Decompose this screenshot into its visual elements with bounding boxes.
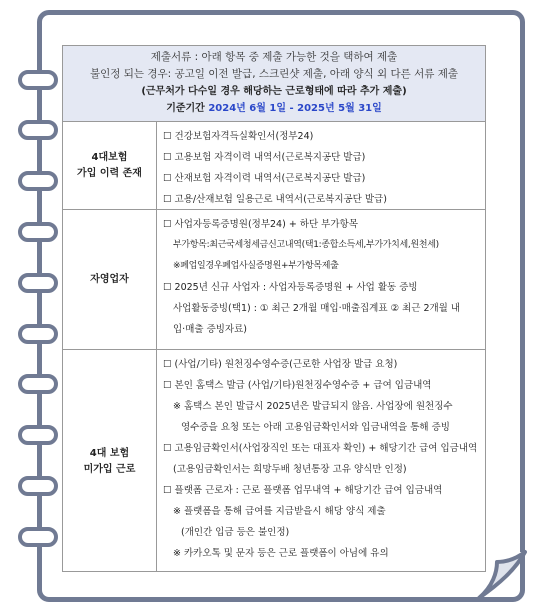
section-label [63, 350, 157, 572]
checkbox-item[interactable]: ☐ 산재보험 자격이력 내역서(근로복지공단 발급) [163, 173, 366, 184]
binder-ring-icon [18, 222, 58, 242]
document-table [62, 45, 486, 572]
binder-ring-icon [18, 171, 58, 191]
checkbox-item[interactable]: ☐ 건강보험자격득실확인서(정부24) [163, 131, 314, 142]
document-list [157, 210, 485, 349]
section-label-line: 미가입 근로 [83, 463, 136, 475]
section-uninsured-work [63, 350, 485, 572]
item-note: ※ 플랫폼을 통해 급여를 지급받을시 해당 양식 제출 [173, 506, 386, 517]
binder-ring-icon [18, 374, 58, 394]
item-note: 영수증을 요청 또는 아래 고용임금확인서와 입금내역을 통해 증빙 [181, 422, 450, 433]
section-label-line: 자영업자 [90, 273, 129, 285]
section-label [63, 122, 157, 209]
item-note: (고용임금확인서는 희망두배 청년통장 고유 양식만 인정) [173, 464, 407, 475]
checkbox-item[interactable]: ☐ (사업/기타) 원천징수영수증(근로한 사업장 발급 요청) [163, 359, 398, 370]
item-note: (개인간 입금 등은 불인정) [181, 527, 290, 538]
section-label [63, 210, 157, 349]
document-list [157, 350, 485, 572]
item-note: 입·매출 증빙자료) [173, 324, 247, 335]
item-note: ※ 카카오톡 및 문자 등은 근로 플랫폼이 아님에 유의 [173, 548, 389, 559]
item-note: ※폐업일경우폐업사실증명원+부가항목제출 [173, 261, 339, 271]
header-multi-workplace-note: (근무처가 다수일 경우 해당하는 근로형태에 따라 추가 제출) [141, 86, 407, 97]
checkbox-item[interactable]: ☐ 2025년 신규 사업자 : 사업자등록증명원 + 사업 활동 증빙 [163, 282, 418, 293]
section-label-line: 가입 이력 존재 [77, 167, 142, 179]
checkbox-item[interactable]: ☐ 사업자등록증명원(정부24) + 하단 부가항목 [163, 219, 358, 230]
item-note: 사업활동증빙(택1) : ① 최근 2개월 매입·매출집계표 ② 최근 2개월 내 [173, 303, 461, 314]
checkbox-item[interactable]: ☐ 고용보험 자격이력 내역서(근로복지공단 발급) [163, 152, 366, 163]
checkbox-item[interactable]: ☐ 고용임금확인서(사업장직인 또는 대표자 확인) + 해당기간 급여 입금내역 [163, 443, 478, 454]
item-note: 부가항목:최근국세청세금신고내역(택1:종합소득세,부가가치세,원천세) [173, 240, 439, 250]
section-label-line: 4대 보험 [89, 447, 130, 459]
reference-period [63, 100, 485, 117]
checkbox-item[interactable]: ☐ 본인 홈택스 발급 (사업/기타)원천징수영수증 + 급여 입금내역 [163, 380, 432, 391]
header-rejection-note: 불인정 되는 경우: 공고일 이전 발급, 스크린샷 제출, 아래 양식 외 다른 서류 제출 [89, 68, 459, 80]
binder-ring-icon [18, 476, 58, 496]
binder-ring-icon [18, 70, 58, 90]
item-note: ※ 홈택스 본인 발급시 2025년은 발급되지 않음. 사업장에 원천징수 [173, 401, 453, 412]
period-label: 기준기간 [166, 103, 205, 114]
header-instruction: 제출서류 : 아래 항목 중 제출 가능한 것을 택하여 제출 [150, 51, 398, 63]
document-list [157, 122, 485, 209]
section-self-employed [63, 210, 485, 350]
checkbox-item[interactable]: ☐ 고용/산재보험 일용근로 내역서(근로복지공단 발급) [163, 194, 387, 205]
checkbox-item[interactable]: ☐ 플랫폼 근로자 : 근로 플랫폼 업무내역 + 해당기간 급여 입금내역 [163, 485, 443, 496]
binder-ring-icon [18, 273, 58, 293]
header-block [63, 46, 485, 122]
period-dates: 2024년 6월 1일 - 2025년 5월 31일 [208, 103, 382, 114]
section-label-line: 4대보험 [91, 151, 128, 163]
section-insured [63, 122, 485, 210]
binder-ring-icon [18, 324, 58, 344]
binder-ring-icon [18, 527, 58, 547]
binder-ring-icon [18, 120, 58, 140]
binder-ring-icon [18, 425, 58, 445]
